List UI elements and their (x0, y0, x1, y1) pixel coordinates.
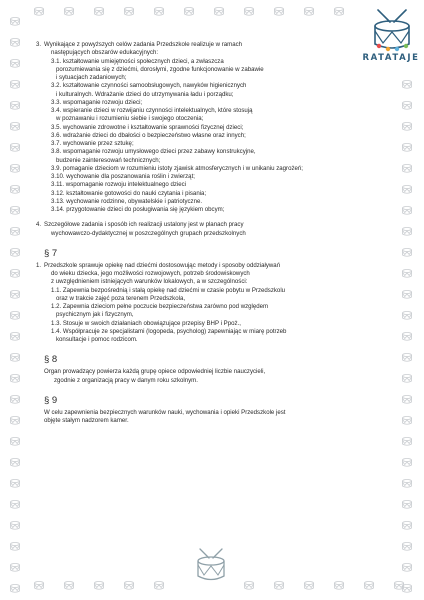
sublist-item (44, 132, 378, 140)
sublist-line: 3.3. wspomaganie rozwoju dzieci; (51, 98, 143, 106)
drum-icon (11, 396, 20, 404)
list-item-1 (36, 261, 378, 345)
drum-icon (11, 249, 20, 257)
drum-icon (11, 354, 20, 362)
drum-icon (11, 312, 20, 320)
sublist-line: 3.7. wychowanie przez sztukę; (51, 140, 134, 147)
sublist-item (44, 303, 378, 320)
sublist-line: 3.8. wspomaganie rozwoju umysłowego dzieci przez zabawy konstrukcyjne, (51, 148, 256, 156)
drum-icon (403, 522, 412, 530)
drum-icon (11, 417, 20, 425)
drum-icon (11, 165, 20, 173)
drum-icon (35, 582, 44, 590)
drum-icon (11, 564, 20, 572)
sublist-item (44, 190, 378, 198)
section-heading-7: § 7 (44, 247, 58, 259)
sublist-item (44, 148, 378, 165)
list-item-4 (36, 221, 378, 238)
drum-icon (215, 8, 224, 16)
section-heading-8: § 8 (44, 354, 58, 366)
sublist-line: 3.10. wychowanie dla poszanowania roślin i zwierząt; (51, 173, 195, 180)
paragraph-line: W celu zapewnienia bezpiecznych warunków nauki, wychowania i opieki Przedszkole jest (44, 408, 286, 416)
drum-icon (403, 270, 412, 278)
drum-icon (403, 459, 412, 467)
sublist-line: 3.11. wspomaganie rozwoju intelektualnego dzieci (51, 181, 187, 189)
drum-icon (403, 81, 412, 89)
drum-icon (403, 165, 412, 173)
drum-icon (11, 207, 20, 215)
drum-icon (365, 582, 374, 590)
drum-icon (403, 291, 412, 299)
sublist-item (44, 287, 378, 304)
drum-icon (11, 39, 20, 47)
logo-dot (386, 47, 390, 51)
sublist-line: psychicznym jak i fizycznym, (56, 311, 134, 319)
paragraph-line: Szczegółowe zadania i sposób ich realizacji ustalony jest w planach pracy (44, 221, 244, 229)
sublist-line: i sytuacjach zadaniowych; (56, 74, 127, 81)
drum-icon (245, 8, 254, 16)
drum-icon (11, 60, 20, 68)
drum-icon (403, 417, 412, 425)
sublist-item (44, 328, 378, 345)
drum-icon (335, 8, 344, 16)
drum-icon (11, 459, 20, 467)
drum-icon (125, 582, 134, 590)
drum-icon (11, 81, 20, 89)
drum-icon (403, 228, 412, 236)
drum-icon (403, 144, 412, 152)
sublist-line: 1.2. Zapewnia dzieciom pełne poczucie bezpieczeństwa zarówno pod względem (51, 303, 269, 310)
sublist-item (44, 82, 378, 99)
sublist-item (44, 165, 378, 173)
list-item-3 (36, 41, 378, 214)
drum-icon (275, 582, 284, 590)
drum-icon (403, 102, 412, 110)
drum-icon (403, 123, 412, 131)
drum-icon (155, 582, 164, 590)
drum-icon (11, 291, 20, 299)
drum-icon (11, 228, 20, 236)
drum-icon (125, 8, 134, 16)
sublist-item (44, 99, 378, 107)
drum-icon (403, 438, 412, 446)
paragraph-line: z uwzględnieniem istniejących warunków lokalowych, a w szczególności: (51, 278, 248, 286)
drum-icon (11, 186, 20, 194)
drum-icon (403, 480, 412, 488)
drum-icon (403, 333, 412, 341)
sublist-line: i kulturalnych. Wdrażanie dzieci do utrzymywania ładu i porządku; (56, 90, 234, 98)
drum-icon (403, 396, 412, 404)
sublist-item (44, 107, 378, 124)
drum-icon (11, 333, 20, 341)
sublist-item (44, 58, 378, 83)
drum-icon (403, 207, 412, 215)
drum-icon (35, 8, 44, 16)
paragraph-line: Wynikające z powyższych celów zadania Przedszkole realizuje w ramach (44, 41, 243, 48)
sublist-line: 3.12. kształtowanie gotowości do nauki czytania i pisania; (51, 189, 207, 197)
drum-icon (95, 582, 104, 590)
sublist-line: 1.1. Zapewnia bezpośrednią i stałą opiekę nad dziećmi w czasie pobytu w Przedszkolu (51, 286, 286, 294)
sublist-line: 3.2. kształtowanie czynności samoobsługowych, nawyków higienicznych (51, 82, 247, 90)
sublist-line: 3.6. wdrażanie dzieci do dbałości o bezpieczeństwo własne oraz innych; (51, 131, 246, 139)
drum-icon (185, 8, 194, 16)
sublist-line: w poznawaniu i rozumieniu siebie i swojego otoczenia; (56, 115, 204, 123)
paragraph-line: do wieku dziecka, jego możliwości rozwojowych, potrzeb środowiskowych (51, 270, 250, 277)
sublist (44, 287, 378, 345)
sublist-line: 3.5. wychowanie zdrowotne i kształtowanie sprawności fizycznej dzieci; (51, 123, 244, 131)
sublist-line: konsultacje i pomoc rodzicom. (56, 336, 138, 343)
sublist-line: oraz w trakcie zajęć poza terenem Przedszkola, (56, 294, 186, 302)
drum-icon (335, 582, 344, 590)
sublist-line: 1.4. Współpracuje ze specjalistami (logopeda, psycholog) zapewniając w miarę potrzeb (51, 327, 287, 335)
drum-icon (11, 543, 20, 551)
drum-icon (11, 585, 20, 593)
list-number: 1. (36, 261, 42, 269)
footer-drum-icon (193, 547, 229, 585)
section-heading-9: § 9 (44, 394, 58, 406)
paragraph-line: objęte stałym nadzorem kamer. (44, 417, 129, 424)
logo-dot (404, 44, 408, 48)
list-number: 4. (36, 221, 42, 229)
paragraph-line: wychowawczo-dydaktycznej w poszczególnych grupach przedszkolnych (51, 229, 246, 237)
drum-icon (403, 375, 412, 383)
drum-icon (95, 8, 104, 16)
drum-icon (275, 8, 284, 16)
drum-icon (11, 123, 20, 131)
sublist-line: 3.9. pomaganie dzieciom w rozumieniu istoty zjawisk atmosferycznych i w unikaniu zagrożeń; (51, 164, 303, 172)
sublist-line: 3.13. wychowanie rodzinne, obywatelskie i patriotyczne. (51, 197, 203, 205)
drum-icon (403, 543, 412, 551)
sublist-line: 3.4. wspieranie dzieci w rozwijaniu czynności intelektualnych, które stosują (51, 107, 253, 114)
drum-icon (403, 312, 412, 320)
drum-icon (403, 249, 412, 257)
drum-icon (305, 582, 314, 590)
drum-icon (403, 564, 412, 572)
drum-icon (11, 501, 20, 509)
drum-icon (65, 8, 74, 16)
sublist-item (44, 173, 378, 181)
drum-icon (155, 8, 164, 16)
document-content (36, 41, 378, 425)
sublist-item (44, 198, 378, 206)
drum-icon (11, 480, 20, 488)
list-number: 3. (36, 41, 42, 48)
drum-icon (11, 18, 20, 26)
sublist-line: porozumiewania się z dziećmi, dorosłymi, zgodne funkcjonowanie w zabawie (56, 65, 264, 73)
sublist-item (44, 320, 378, 328)
sublist-item (44, 140, 378, 148)
paragraph-line: Organ prowadzący powierza każdą grupę opiece odpowiedniej liczbie nauczycieli, (44, 368, 266, 376)
drum-icon (11, 375, 20, 383)
drum-icon (11, 522, 20, 530)
drum-icon (245, 582, 254, 590)
sublist-line: budzenie zainteresowań technicznych; (56, 156, 161, 164)
drum-icon (305, 8, 314, 16)
drum-icon (403, 354, 412, 362)
sublist-line: 3.1. kształtowanie umiejętności społecznych dzieci, a zwłaszcza (51, 57, 224, 65)
paragraph-line: zgodnie z organizacją pracy w danym roku szkolnym. (54, 376, 198, 384)
sublist-item (44, 206, 378, 214)
drum-icon (403, 186, 412, 194)
paragraph-line: następujących obszarów edukacyjnych: (51, 49, 159, 57)
drum-icon (65, 582, 74, 590)
drum-icon (11, 144, 20, 152)
sublist-item (44, 124, 378, 132)
sublist (44, 58, 378, 215)
sublist-line: 1.3. Stosuje w swoich działaniach obowiązujące przepisy BHP i Ppoż., (51, 319, 241, 327)
drum-icon (11, 102, 20, 110)
paragraph-line: Przedszkole sprawuje opiekę nad dziećmi dostosowując metody i sposoby oddziaływań (44, 261, 281, 269)
drum-icon (11, 438, 20, 446)
sublist-item (44, 181, 378, 189)
sublist-line: 3.14. przygotowanie dzieci do posługiwania się językiem obcym; (51, 206, 225, 213)
logo-wordmark: RATATAJE (362, 53, 420, 63)
drum-icon (11, 270, 20, 278)
logo-dot (395, 47, 399, 51)
drum-icon (403, 501, 412, 509)
